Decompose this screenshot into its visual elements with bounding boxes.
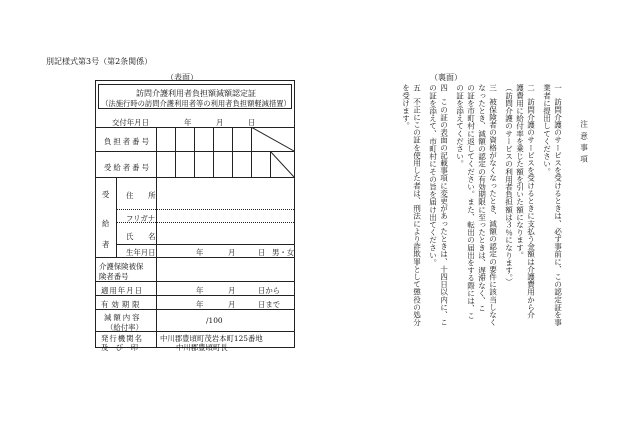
note-4-line-2: の証を添えて、市町村にその旨を届け出てください。: [428, 84, 438, 267]
note-3-number: 三: [488, 84, 498, 92]
note-1-line-1: 訪問介護のサービスを受けるときは、必ず事前に、この認定証を事: [553, 98, 563, 326]
issue-date-label: 交付年月日: [112, 118, 149, 127]
insured-number-label-2: 険者番号: [99, 272, 129, 281]
recipient-number-label: 受給者番号: [104, 163, 151, 172]
back-side-label: （裏面）: [430, 73, 462, 82]
issue-month: 月: [216, 118, 224, 127]
note-2-line-1: 訪問介護のサービスを受けるときに支払う金額は介護費用から介: [526, 98, 536, 319]
sex-field: 男・女: [272, 248, 295, 257]
issuer-name: 中川郡豊頃町長: [176, 343, 228, 352]
start-day: 日から: [258, 286, 281, 295]
reduction-value: /100: [206, 316, 223, 325]
payer-number-label: 負担者番号: [104, 137, 151, 146]
note-4-number: 四: [439, 84, 449, 92]
certificate-subtitle: （法施行時の訪問介護利用者等の利用者負担額軽減措置）: [101, 99, 291, 108]
form-header: 別記様式第3号（第2条関係）: [46, 57, 153, 66]
note-5-number: 五: [412, 84, 422, 92]
note-3-line-3: の証を市町村に返してください。また、転出の届出をする際には、こ: [466, 84, 476, 320]
note-3-line-1: 被保険者の資格がなくなったとき、減額の認定の要件に該当しなく: [488, 98, 498, 326]
valid-day: 日まで: [258, 300, 281, 309]
note-5-line-1: 不正にこの証を使用した者は、刑法により詐欺罪として懲役の処分: [412, 98, 422, 326]
insured-number-label-1: 介護保険被保: [99, 262, 144, 271]
recipient-unused-cell-mark: [270, 151, 295, 177]
birth-date-label: 生年月日: [126, 248, 156, 257]
start-date-label: 適用年月日: [101, 286, 143, 295]
issue-day: 日: [248, 118, 256, 127]
address-label: 住 所: [126, 191, 156, 200]
valid-until-label: 有効期限: [101, 300, 143, 309]
certificate-title: 訪問介護利用者負担額減額認定証: [136, 89, 256, 98]
front-side-label: （表面）: [166, 73, 198, 82]
note-5-line-2: を受けます。: [401, 84, 411, 130]
recipient-label-2: 給: [102, 219, 110, 228]
start-month: 月: [228, 286, 236, 295]
birth-month: 月: [228, 248, 236, 257]
reduction-label-1: 減額内容: [104, 313, 142, 322]
issue-year: 年: [184, 118, 192, 127]
note-2-number: 二: [526, 84, 536, 92]
notes-heading: 注意事項: [579, 120, 589, 167]
birth-year: 年: [196, 248, 204, 257]
recipient-label-1: 受: [102, 190, 110, 199]
issuer-address: 中川郡豊頃町茂岩本町125番地: [160, 334, 263, 343]
valid-year: 年: [196, 300, 204, 309]
issuer-label-1: 発行機関名: [101, 334, 143, 343]
note-1-number: 一: [553, 84, 563, 92]
note-3-line-2: なったとき、減額の認定の有効期限に至ったときは、遅滞なく、こ: [477, 84, 487, 312]
note-1-line-2: 業者に提出してください。: [542, 84, 552, 176]
recipient-label-3: 者: [102, 240, 110, 249]
birth-day: 日: [258, 248, 266, 257]
start-year: 年: [196, 286, 204, 295]
valid-month: 月: [228, 300, 236, 309]
name-label: 氏 名: [126, 232, 156, 241]
certificate-front: [95, 80, 295, 352]
certificate-title-box: [98, 84, 292, 109]
issuer-label-2: 及 び 印: [101, 343, 138, 352]
note-2-line-3: （訪問介護のサービスの利用者負担額は３％になります。）: [504, 84, 514, 286]
reduction-label-2: （給付率）: [106, 323, 143, 332]
furigana-label: フリガナ: [126, 214, 156, 223]
note-4-line-1: この証の表面の記載事項に変更があったときは、十四日以内に、こ: [439, 98, 449, 326]
note-3-line-4: の証を添えてください。: [455, 84, 465, 168]
payer-unused-cell-mark: [251, 127, 295, 151]
note-2-line-2: 護費用に給付率を乗じた額を引いた額になります。: [515, 84, 525, 259]
